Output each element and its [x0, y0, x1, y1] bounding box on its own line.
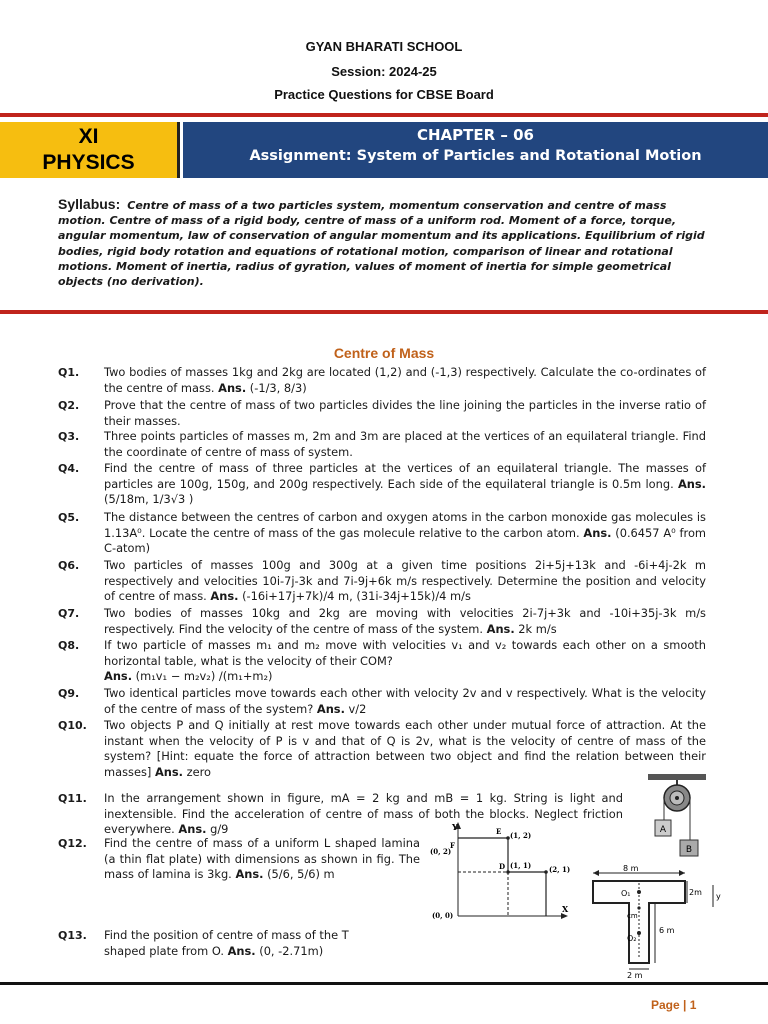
answer-label: Ans.: [104, 669, 133, 684]
t-shape-figure: [585, 863, 733, 980]
svg-text:F: F: [450, 841, 455, 850]
footer-rule: [0, 982, 768, 985]
question-item: [58, 365, 706, 396]
svg-text:8 m: 8 m: [623, 864, 639, 873]
chapter-number: CHAPTER – 06: [416, 126, 534, 144]
svg-text:E: E: [496, 827, 502, 836]
svg-text:O₂: O₂: [627, 934, 637, 943]
syllabus-text: Centre of mass of a two particles system, momentum conservation and centre of mass motion. Centre of mass of a rigid body, centre of mass of a uniform rod. Moment of a force, torque, angular momentum, law of conservation of angular momentum and its applications. Equilibrium of rigid bodies, rigid body rotation and equations of rotational motion, comparison of linear and rotational motions. Moment of inertia, radius of gyration, values of moment of inertia for simple geometrical objects (no derivation).: [58, 199, 705, 289]
question-item: [58, 836, 420, 883]
answer-label: Ans.: [227, 943, 256, 958]
svg-text:O₁: O₁: [621, 889, 631, 898]
answer-label: Ans.: [210, 589, 239, 604]
answer-label: Ans.: [677, 476, 706, 491]
question-text: Two bodies of masses 1kg and 2kg are located (1,2) and (-1,3) respectively. Calculate the co-ordinates of the centre of mass.: [104, 365, 706, 395]
question-item: [58, 510, 706, 557]
question-number: Q9.: [58, 687, 80, 700]
svg-text:(1, 2): (1, 2): [510, 831, 532, 840]
question-number: Q1.: [58, 366, 80, 379]
answer-label: Ans.: [235, 867, 264, 882]
chapter-box: [183, 122, 768, 178]
question-item: [58, 461, 706, 508]
svg-text:2m: 2m: [689, 888, 702, 897]
svg-text:X: X: [562, 904, 569, 914]
question-text: The distance between the centres of carbon and oxygen atoms in the carbon monoxide gas molecules is 1.13A⁰. Locate the centre of mass of the gas molecule relative to the carbon atom.: [104, 510, 706, 540]
chapter-banner: [0, 122, 768, 178]
question-text: In the arrangement shown in figure, mA = 2 kg and mB = 1 kg. String is light and inextensible. Find the acceleration of centre of mass of both the blocks. Neglect friction everywhere.: [104, 791, 623, 837]
session: Session: 2024-25: [331, 64, 437, 79]
question-number: Q6.: [58, 559, 80, 572]
answer-label: Ans.: [218, 380, 247, 395]
question-number: Q3.: [58, 430, 80, 443]
svg-text:D: D: [499, 862, 506, 871]
syllabus-rule: [0, 310, 768, 314]
answer-label: Ans.: [486, 621, 515, 636]
l-shape-figure: [428, 818, 580, 928]
syllabus-label: Syllabus:: [58, 196, 121, 212]
answer-text: (0.6457 A⁰ from C-atom): [104, 525, 707, 556]
question-number: Q8.: [58, 639, 80, 652]
question-number: Q10.: [58, 719, 87, 732]
answer-label: Ans.: [178, 822, 207, 837]
svg-text:(1, 1): (1, 1): [510, 861, 532, 870]
answer-text: (5/18m, 1/3√3 ): [104, 492, 194, 507]
answer-text: (-1/3, 8/3): [246, 380, 307, 395]
question-text: Find the centre of mass of three particles at the vertices of an equilateral triangle. The masses of particles are 100g, 150g, and 200g respectively. Each side of the equilateral triangle is 0.5m long.: [104, 461, 706, 491]
question-item: [58, 398, 706, 429]
question-item: [58, 638, 706, 685]
doc-subtitle: Practice Questions for CBSE Board: [274, 87, 494, 102]
subject-label: PHYSICS: [42, 151, 135, 174]
question-text: Two particles of masses 100g and 300g at a given time positions 2i+5j+13k and -6i+4j-2k m respectively and velocities 10i-7j-3k and 7i-9j+6k m/s respectively. Determine the position and velocity of centre of mass.: [104, 558, 706, 604]
pulley-ceiling: [648, 774, 706, 780]
question-text: If two particle of masses m₁ and m₂ move with velocities v₁ and v₂ towards each other on a smooth horizontal table, what is the velocity of their COM?: [104, 638, 706, 668]
svg-text:6 m: 6 m: [659, 926, 675, 935]
class-box: [0, 122, 180, 178]
svg-text:(0, 2): (0, 2): [430, 847, 452, 856]
question-text: Find the centre of mass of a uniform L shaped lamina (a thin flat plate) with dimensions as shown in fig. The mass of lamina is 3kg.: [104, 836, 420, 882]
question-number: Q12.: [58, 837, 87, 850]
question-number: Q5.: [58, 511, 80, 524]
svg-text:2 m: 2 m: [627, 971, 643, 980]
assignment-title: Assignment: System of Particles and Rotational Motion: [249, 148, 702, 164]
svg-text:(2, 1): (2, 1): [549, 865, 571, 874]
svg-text:Y: Y: [452, 822, 458, 832]
question-number: Q7.: [58, 607, 80, 620]
syllabus: [58, 197, 708, 289]
question-text: Three points particles of masses m, 2m and 3m are placed at the vertices of an equilateral triangle. Find the coordinate of centre of mass of system.: [104, 429, 706, 459]
answer-text: v/2: [344, 701, 367, 716]
svg-text:A: A: [659, 825, 667, 835]
question-item: [58, 686, 706, 717]
question-item: [58, 718, 706, 780]
svg-text:cm: cm: [627, 912, 638, 920]
answer-text: 2k m/s: [514, 621, 557, 636]
question-item: [58, 429, 706, 460]
school-name: GYAN BHARATI SCHOOL: [305, 39, 463, 54]
page-number: Page | 1: [651, 998, 697, 1012]
svg-text:y: y: [716, 892, 721, 901]
question-number: Q11.: [58, 792, 87, 805]
top-rule: [0, 113, 768, 117]
question-item: [58, 606, 706, 637]
question-number: Q13.: [58, 929, 87, 942]
answer-label: Ans.: [583, 525, 612, 540]
question-item: [58, 558, 706, 605]
answer-text: (-16i+17j+7k)/4 m, (31i-34j+15k)/4 m/s: [238, 589, 471, 604]
answer-text: (m₁v₁ − m₂v₂) /(m₁+m₂): [132, 669, 273, 684]
answer-text: (5/6, 5/6) m: [263, 867, 335, 882]
class-label: XI: [78, 125, 99, 148]
answer-label: Ans.: [154, 764, 184, 779]
question-text: Find the position of centre of mass of the T shaped plate from O.: [104, 928, 349, 958]
question-item: [58, 928, 388, 959]
section-title: Centre of Mass: [333, 345, 435, 361]
question-text: Prove that the centre of mass of two particles divides the line joining the particles in the inverse ratio of their masses.: [104, 398, 706, 428]
question-number: Q4.: [58, 462, 80, 475]
answer-label: Ans.: [316, 701, 345, 716]
answer-text: (0, -2.71m): [255, 943, 324, 958]
pulley-figure: [640, 770, 712, 862]
question-text: Two objects P and Q initially at rest move towards each other under mutual force of attraction. At the instant when the velocity of P is v and that of Q is 2v, what is the velocity of centre of mass of the system? [Hint: equate the force of attraction between two object and find the relation between their masses]: [104, 718, 706, 779]
question-number: Q2.: [58, 399, 80, 412]
svg-text:(0, 0): (0, 0): [432, 911, 454, 920]
answer-text: zero: [183, 764, 212, 779]
question-text: Two bodies of masses 10kg and 2kg are moving with velocities 2i-7j+3k and -10i+35j-3k m/s respectively. Find the velocity of the centre of mass of the system.: [104, 606, 706, 636]
question-text: Two identical particles move towards each other with velocity 2v and v respectively. What is the velocity of the centre of mass of the system?: [104, 686, 706, 716]
svg-text:B: B: [685, 845, 693, 855]
answer-text: g/9: [206, 822, 229, 837]
